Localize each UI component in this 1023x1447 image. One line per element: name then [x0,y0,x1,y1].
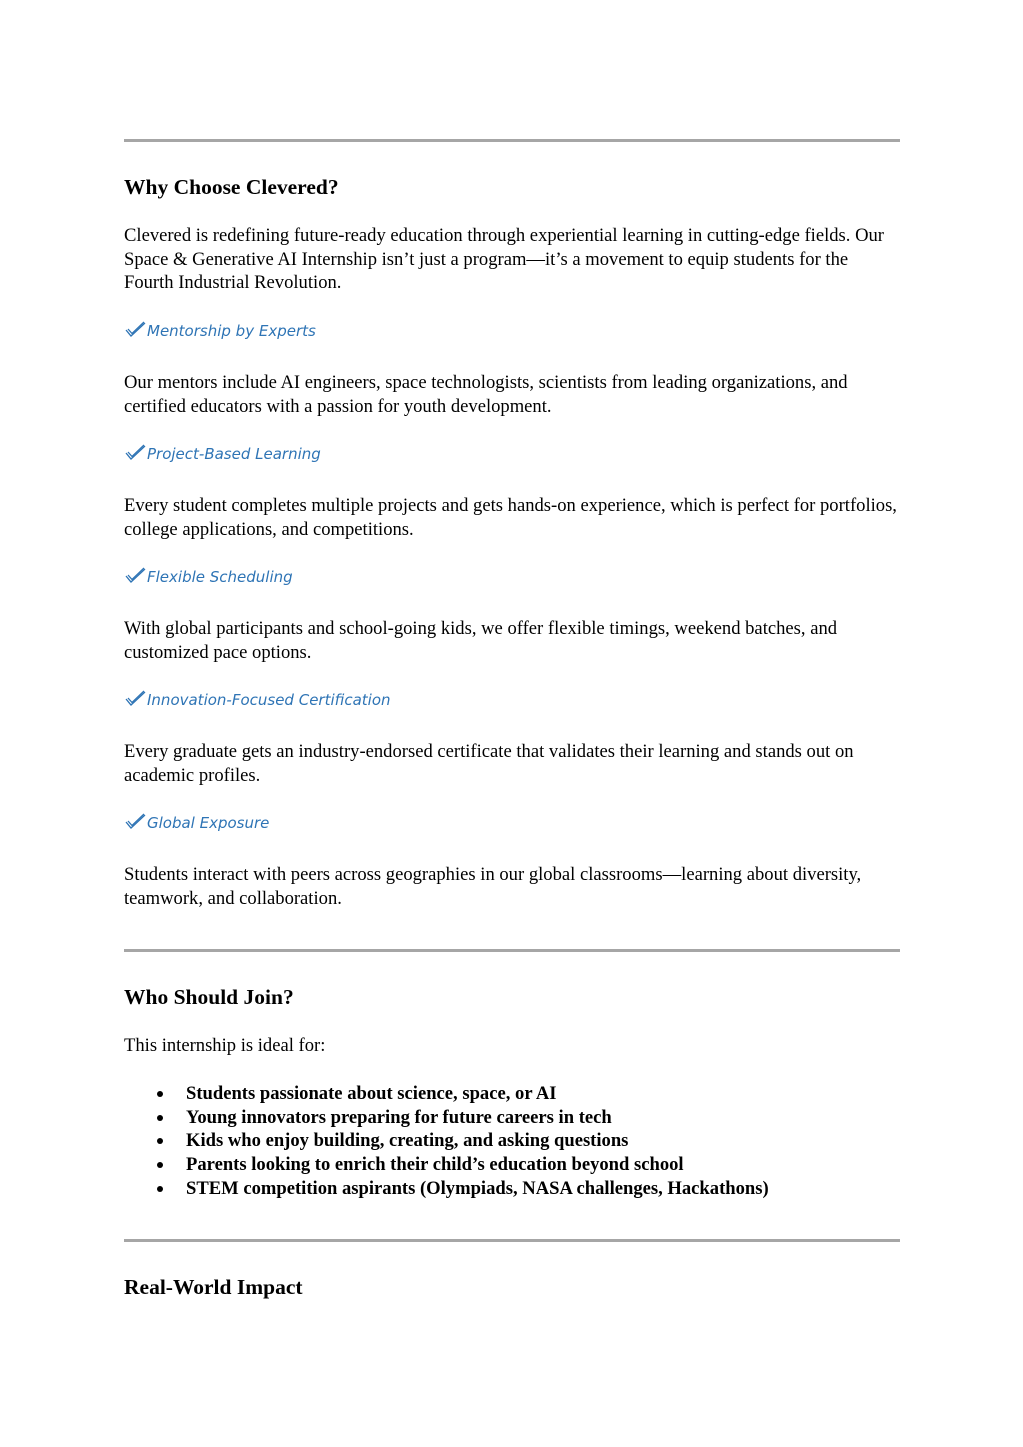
list-item: Parents looking to enrich their child’s education beyond school [124,1153,769,1177]
bullet-icon [157,1115,163,1121]
feature-body-global-exposure: Students interact with peers across geographies in our global classrooms—learning about diversity, teamwork, and collaboration. [124,864,862,909]
checkmark-icon [124,567,147,585]
feature-body-flexible-scheduling: With global participants and school-going kids, we offer flexible timings, weekend batches, and customized pace options. [124,618,838,663]
feature-title: Mentorship by Experts [147,322,316,340]
section-title-real-world-impact: Real-World Impact [124,1275,303,1299]
bullet-icon [157,1138,163,1144]
bullet-icon [157,1186,163,1192]
section-divider [124,139,900,142]
bullet-icon [157,1091,163,1097]
list-item: Students passionate about science, space, or AI [124,1082,769,1106]
bullet-icon [157,1162,163,1168]
feature-body-project-based: Every student completes multiple projects and gets hands-on experience, which is perfect for portfolios, college applications, and competitions. [124,495,897,540]
who-intro: This internship is ideal for: [124,1035,326,1056]
checkmark-icon [124,813,147,831]
feature-heading-flexible-scheduling [124,567,293,587]
feature-title: Flexible Scheduling [147,568,293,586]
feature-title: Innovation-Focused Certification [147,691,391,709]
feature-heading-project-based [124,444,321,464]
list-item: STEM competition aspirants (Olympiads, NASA challenges, Hackathons) [124,1177,769,1201]
section-title-who-should-join: Who Should Join? [124,985,294,1009]
section-divider [124,1239,900,1242]
section-divider [124,949,900,952]
list-item: Kids who enjoy building, creating, and asking questions [124,1129,769,1153]
feature-heading-global-exposure [124,813,269,833]
feature-title: Global Exposure [147,814,270,832]
section-title-why-choose: Why Choose Clevered? [124,175,339,199]
audience-list [124,1082,769,1201]
feature-heading-certification [124,690,391,710]
list-item: Young innovators preparing for future careers in tech [124,1106,769,1130]
feature-heading-mentorship [124,321,316,341]
checkmark-icon [124,690,147,708]
feature-body-certification: Every graduate gets an industry-endorsed certificate that validates their learning and stands out on academic profiles. [124,741,854,786]
intro-paragraph: Clevered is redefining future-ready education through experiential learning in cutting-edge fields. Our Space & Generative AI Internship isn’t just a program—it’s a movement to equip students for the Fourth Industrial Revolution. [124,225,885,294]
checkmark-icon [124,321,147,339]
feature-title: Project-Based Learning [147,445,321,463]
feature-body-mentorship: Our mentors include AI engineers, space technologists, scientists from leading organizations, and certified educators with a passion for youth development. [124,372,848,417]
checkmark-icon [124,444,147,462]
